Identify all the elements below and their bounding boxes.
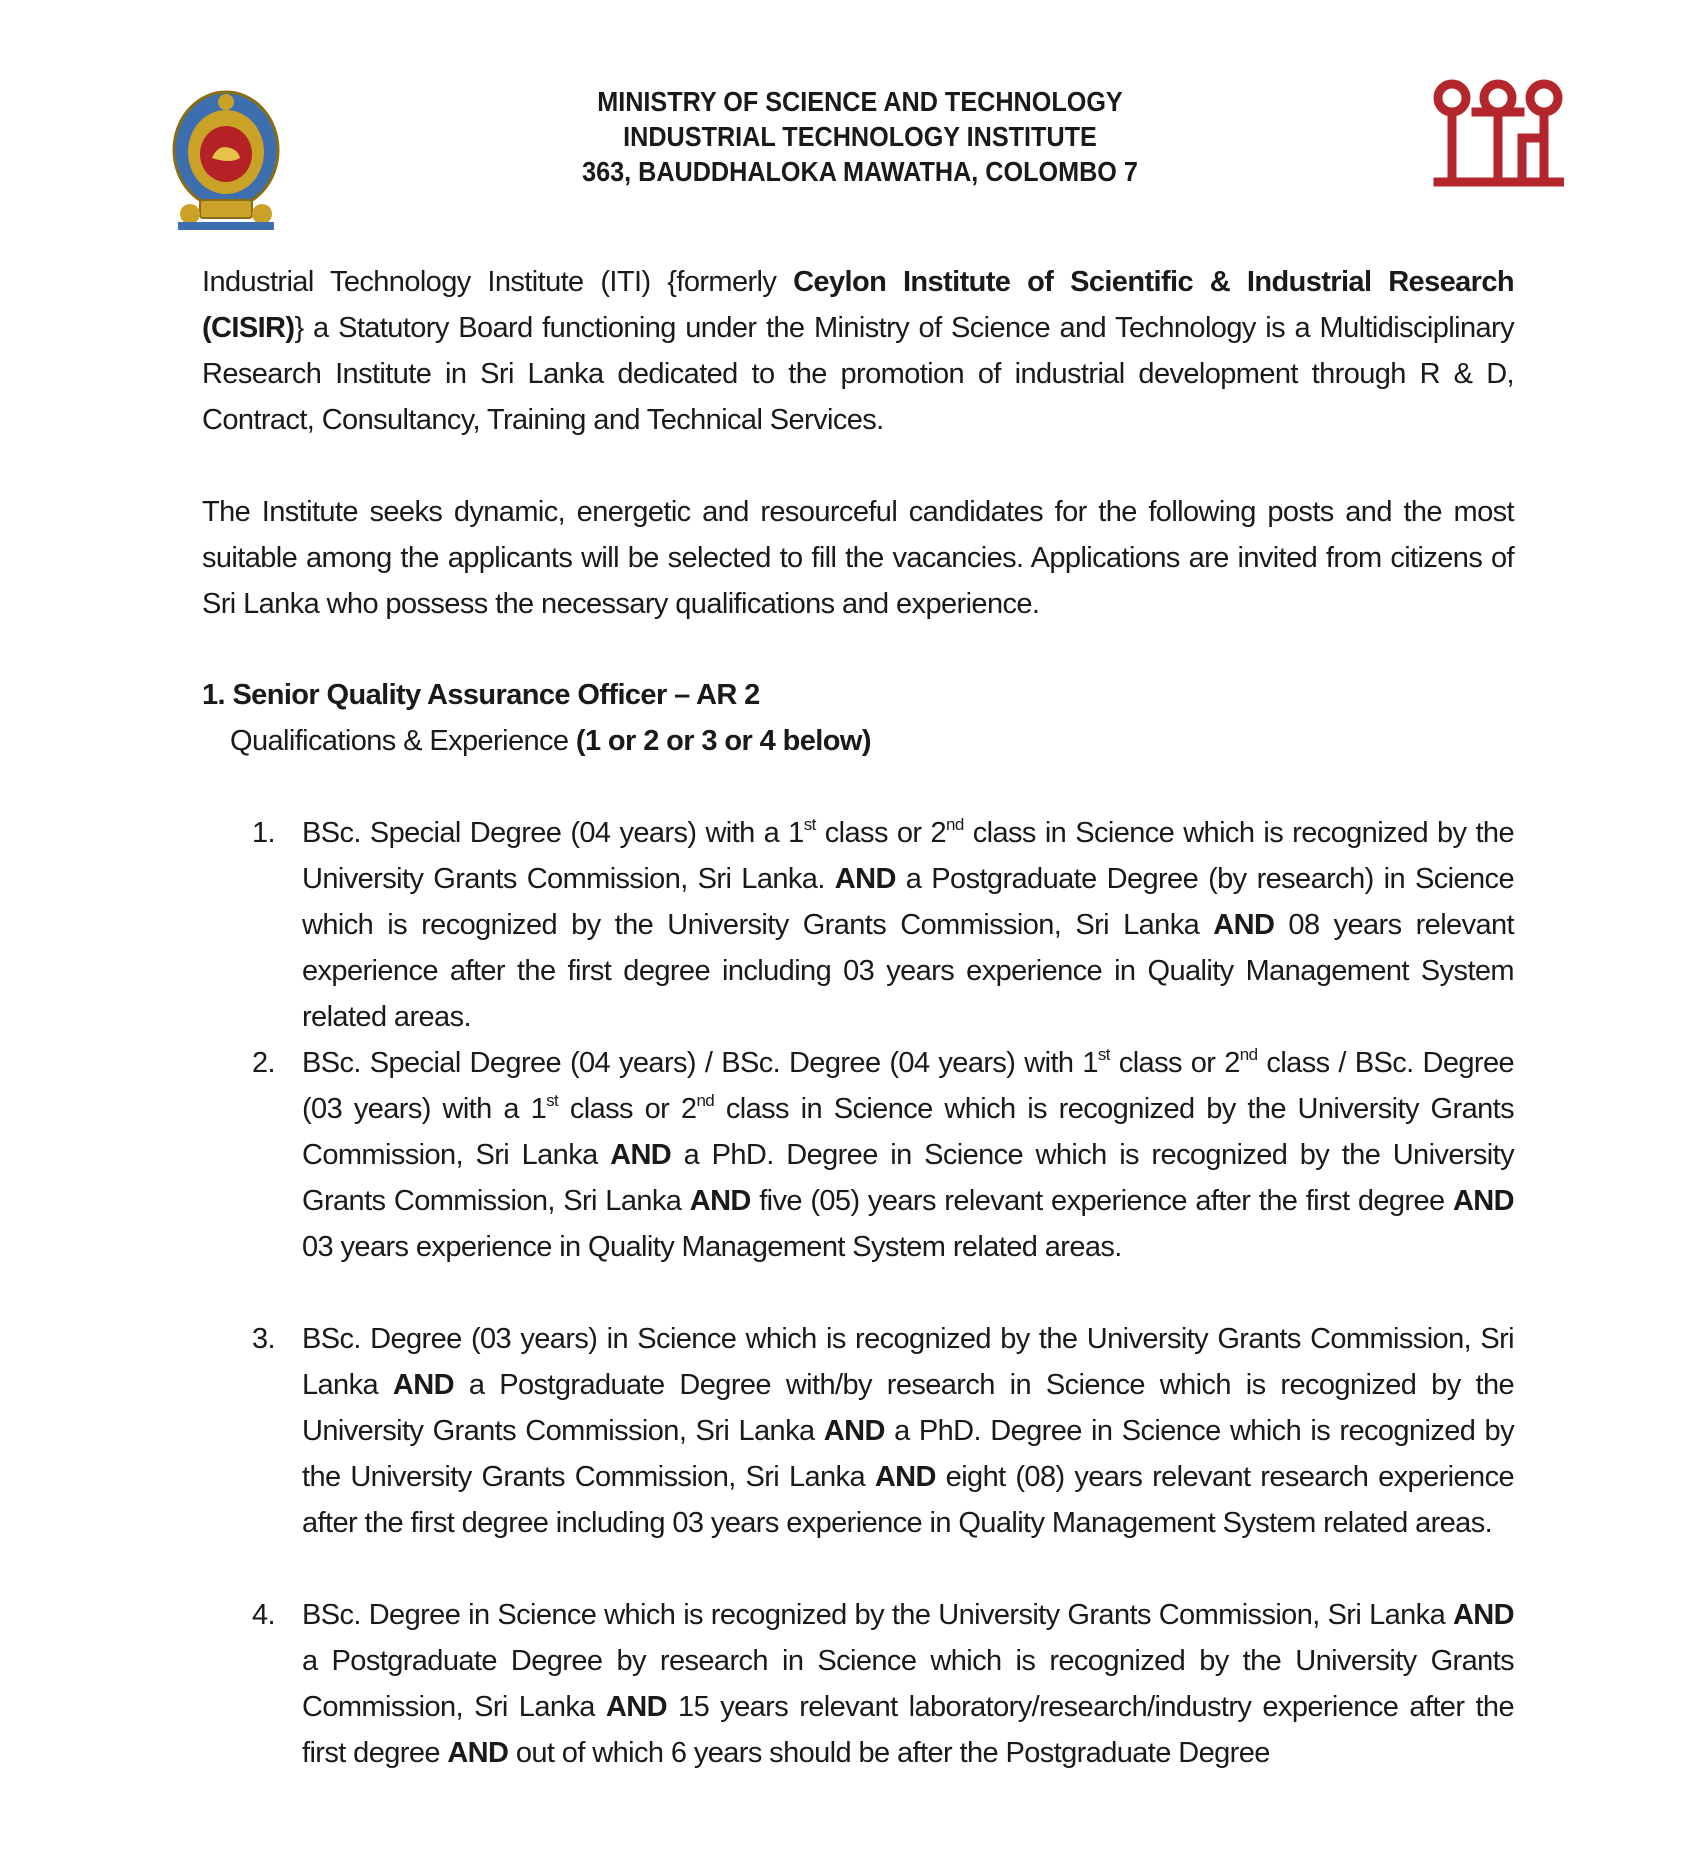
superscript: nd — [696, 1091, 715, 1110]
item-text — [302, 1040, 1514, 1270]
text: eight (08) years relevant research experience after the first degree including 03 years experience in Quality Management System related areas. — [302, 1461, 1514, 1539]
item-number: 4. — [252, 1599, 275, 1631]
and-keyword: AND — [1452, 1185, 1514, 1217]
superscript: st — [803, 815, 816, 834]
text: 08 years relevant experience after the first degree including 03 years experience in Quality Management System related areas. — [302, 909, 1514, 1033]
text: a PhD. Degree in Science which is recognized by the University Grants Commission, Sri Lanka — [302, 1139, 1515, 1217]
text: BSc. Degree (03 years) in Science which is recognized by the University Grants Commission, Sri Lanka — [302, 1323, 1514, 1401]
qualification-item — [252, 1592, 1514, 1776]
intro-text: } a Statutory Board functioning under the Ministry of Science and Technology is a Multidisciplinary Research Institute in Sri Lanka dedicated to the promotion of industrial development through R & D, Contract, Consultancy, Training and Technical Services. — [202, 312, 1514, 436]
item-text — [302, 1592, 1514, 1776]
text: BSc. Degree in Science which is recognized by the University Grants Commission, Sri Lanka — [302, 1599, 1453, 1631]
text: BSc. Special Degree (04 years) / BSc. Degree (04 years) with 1 — [302, 1047, 1098, 1079]
intro-text: Industrial Technology Institute (ITI) {formerly — [202, 266, 794, 298]
subheading-options: (1 or 2 or 3 or 4 below) — [575, 725, 871, 757]
qualification-item — [252, 1316, 1514, 1546]
intro-paragraph — [202, 259, 1514, 443]
qualification-item — [252, 810, 1514, 1040]
and-keyword: AND — [834, 863, 896, 895]
text: class or 2 — [815, 817, 946, 849]
and-keyword: AND — [610, 1139, 672, 1171]
item-number: 3. — [252, 1323, 275, 1355]
text: BSc. Special Degree (04 years) with a 1 — [302, 817, 804, 849]
text: a Postgraduate Degree with/by research in Science which is recognized by the University Grants Commission, Sri Lanka — [302, 1369, 1514, 1447]
former-name: Ceylon Institute of Scientific & Industrial Research (CISIR) — [202, 266, 1514, 344]
text: class in Science which is recognized by the University Grants Commission, Sri Lanka. — [302, 817, 1514, 895]
subheading-text: Qualifications & Experience — [230, 725, 576, 757]
text: class / BSc. Degree (03 years) with a 1 — [302, 1047, 1515, 1125]
institute-address: 363, BAUDDHALOKA MAWATHA, COLOMBO 7 — [582, 156, 1138, 187]
and-keyword: AND — [689, 1185, 751, 1217]
and-keyword: AND — [874, 1461, 936, 1493]
text: out of which 6 years should be after the Postgraduate Degree — [508, 1737, 1270, 1769]
superscript: nd — [1239, 1045, 1258, 1064]
and-keyword: AND — [1452, 1599, 1514, 1631]
text: class in Science which is recognized by the University Grants Commission, Sri Lanka — [302, 1093, 1514, 1171]
text: a Postgraduate Degree by research in Science which is recognized by the University Grants Commission, Sri Lanka — [302, 1645, 1514, 1723]
item-number: 1. — [252, 817, 275, 849]
post-title: 1. Senior Quality Assurance Officer – AR 2 — [202, 679, 760, 711]
text: a Postgraduate Degree (by research) in Science which is recognized by the University Grants Commission, Sri Lanka — [302, 863, 1514, 941]
and-keyword: AND — [823, 1415, 885, 1447]
ministry-name: MINISTRY OF SCIENCE AND TECHNOLOGY — [597, 86, 1123, 117]
superscript: st — [546, 1091, 559, 1110]
qualifications-subheading — [230, 718, 871, 764]
and-keyword: AND — [605, 1691, 667, 1723]
item-text — [302, 1316, 1514, 1546]
text: a PhD. Degree in Science which is recognized by the University Grants Commission, Sri Lanka — [302, 1415, 1514, 1493]
and-keyword: AND — [392, 1369, 454, 1401]
and-keyword: AND — [1213, 909, 1275, 941]
iti-logo-icon — [1432, 78, 1564, 188]
item-number: 2. — [252, 1047, 275, 1079]
superscript: st — [1097, 1045, 1110, 1064]
letterhead — [464, 84, 1256, 189]
sri-lanka-emblem-icon — [170, 88, 282, 234]
invitation-paragraph: The Institute seeks dynamic, energetic and resourceful candidates for the following posts and the most suitable among the applicants will be selected to fill the vacancies. Applications are invited from citizens of Sri Lanka who possess the necessary qualifications and experience. — [202, 496, 1514, 620]
text: five (05) years relevant experience after the first degree — [750, 1185, 1453, 1217]
text: class or 2 — [558, 1093, 697, 1125]
text: 03 years experience in Quality Management System related areas. — [302, 1231, 1122, 1263]
institute-name: INDUSTRIAL TECHNOLOGY INSTITUTE — [623, 121, 1097, 152]
item-text — [302, 810, 1514, 1040]
and-keyword: AND — [447, 1737, 509, 1769]
superscript: nd — [946, 815, 964, 834]
text: class or 2 — [1109, 1047, 1240, 1079]
text: 15 years relevant laboratory/research/industry experience after the first degree — [302, 1691, 1514, 1769]
qualification-item — [252, 1040, 1514, 1270]
